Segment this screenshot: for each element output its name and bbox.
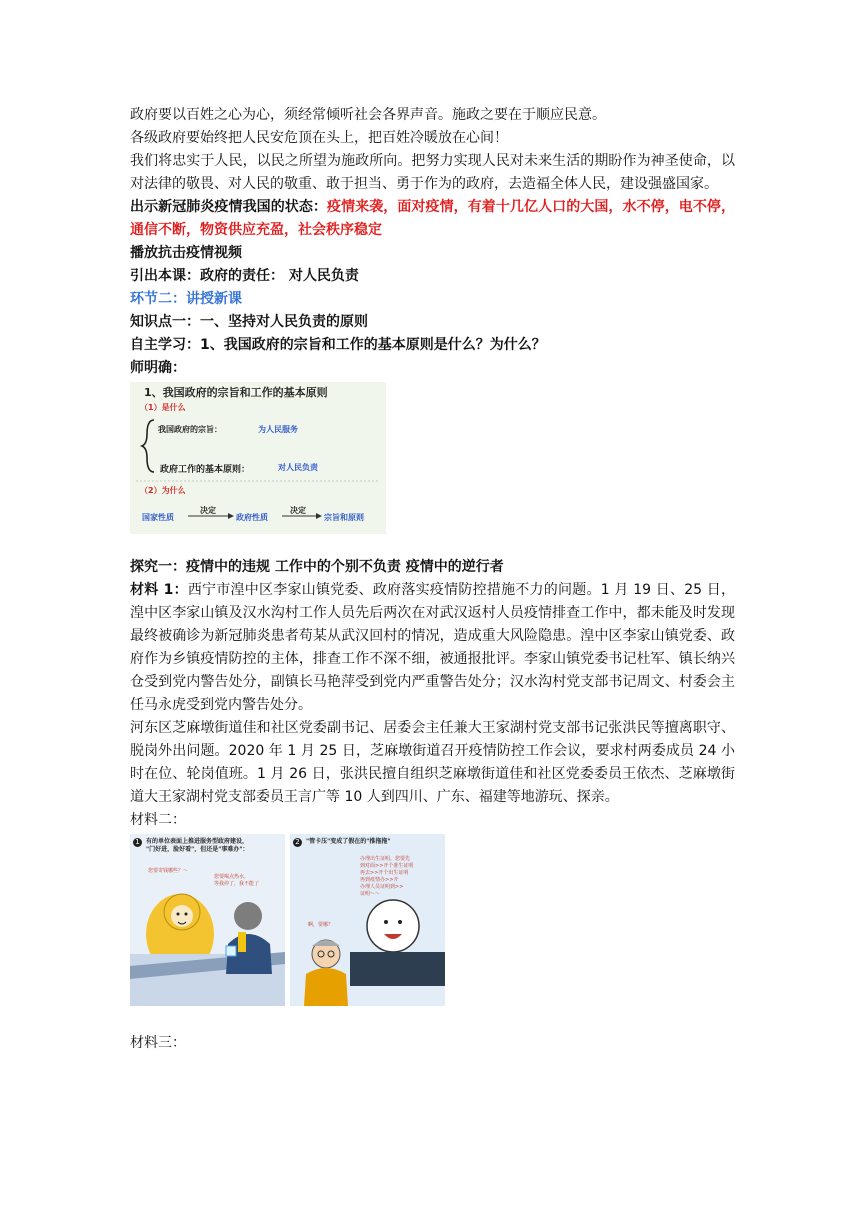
material-1 [130,579,735,717]
flow-arrow-label-2: 决定 [290,506,306,515]
paragraph-2: 各级政府要始终把人民安危顶在头上，把百姓冷暖放在心间！ [130,130,508,146]
paragraph-3: 我们将忠实于人民，以民之所望为施政所向。把努力实现人民对未来生活的期盼作为神圣使命，以对法律的敬畏、对人民的敬重、敢于担当、勇于作为的政府，去造福全体人民，建设强盛国家。 [130,153,735,192]
flow-item-3: 宗旨和原则 [324,513,364,522]
epidemic-status [130,196,735,242]
diagram-purpose-label: 我国政府的宗旨： [158,425,222,434]
panel-1-number: 1 [133,838,142,847]
teacher-clarify: 师明确： [130,360,186,376]
epidemic-status-label: 出示新冠肺炎疫情我国的状态： [130,199,327,215]
spacer [130,1006,735,1032]
diagram-principle-label: 政府工作的基本原则： [160,465,251,475]
panel-1-bubble-1: 您要寄钱哪些？～ [148,868,189,874]
play-video-line: 播放抗击疫情视频 [130,245,242,261]
section-heading: 环节二：讲授新课 [130,291,242,307]
material-3-label: 材料三： [130,1035,186,1051]
material-1-text: 西宁市湟中区李家山镇党委、政府落实疫情防控措施不力的问题。1 月 19 日、25 日，湟中区李家山镇及汉水沟村工作人员先后两次在对武汉返村人员疫情排查工作中，都未能及时发现最终被确诊为新冠肺炎患者苟某从武汉回村的情况，造成重大风险隐患。湟中区李家山镇党委、政府作为乡镇疫情防控的主体，排查工作不深不细，被通报批评。李家山镇党委书记杜军、镇长纳兴仓受到党内警告处分，副镇长马艳萍受到党内严重警告处分；汉水沟村党支部书记周文、村委会主任马永虎受到党内警告处分。 [130,582,735,713]
material-1-label: 材料 1： [130,582,188,598]
panel-2-number: 2 [293,838,302,847]
knowledge-point: 知识点一：一、坚持对人民负责的原则 [130,314,368,330]
cartoon-panel-1-art [130,834,285,1006]
diagram-purpose-value: 为人民服务 [258,425,298,434]
diagram-title: 1、我国政府的宗旨和工作的基本原则 [144,386,328,399]
diagram-principle-value: 对人民负责 [278,463,318,472]
flow-arrow-label-1: 决定 [200,506,216,515]
flow-item-2: 政府性质 [236,513,268,522]
inquiry-heading: 探究一：疫情中的违规 工作中的个别不负责 疫情中的逆行者 [130,559,504,575]
self-study-question: 自主学习：1、我国政府的宗旨和工作的基本原则是什么？为什么？ [130,337,546,353]
spacer [130,534,735,556]
material-2-label: 材料二： [130,812,186,828]
cartoon-figure [130,834,445,1006]
panel-1-bubble-2: 您要喝点热水， 等我停了，我不能了 [214,874,260,887]
lesson-intro: 引出本课：政府的责任： 对人民负责 [130,268,359,284]
panel-2-caption: "管卡压"变成了假在的"推拖拖" [306,838,391,845]
cartoon-panel-1 [130,834,285,1006]
material-1-second: 河东区芝麻墩街道佳和社区党委副书记、居委会主任兼大王家湖村党支部书记张洪民等擅离职守、脱岗外出问题。2020 年 1 月 25 日，芝麻墩街道召开疫情防控工作会议，要求村两委成员 24 小时在位、轮岗值班。1 月 26 日，张洪民擅自组织芝麻墩街道佳和社区党委委员王依杰、芝麻墩街道大王家湖村党支部委员王言广等 10 人到四川、广东、福建等地游玩、探亲。 [130,720,735,805]
cartoon-panel-2 [290,834,445,1006]
panel-1-caption-line2: "门好进，脸好看"，但还是"事难办"： [146,846,249,853]
diagram-what: （1）是什么 [140,403,186,412]
panel-2-bubble-1: 办理出生证明，您要先 到对面>>开个准生证明 再去>>开个出生证明 再到疫情办>>开 办理人员证明到>> 证明～～ [360,856,414,897]
diagram-why: （2）为什么 [140,486,186,495]
flow-item-1: 国家性质 [142,513,174,522]
document-body [130,104,735,1055]
epidemic-status-text: 疫情来袭，面对疫情，有着十几亿人口的大国，水不停，电不停，通信不断，物资供应充盈，社会秩序稳定 [130,199,735,238]
panel-2-bubble-2: 啊，要哪？ [308,922,334,928]
panel-1-caption-line1: 有的单位表面上推进服务型政府建设， [146,838,249,845]
paragraph-1: 政府要以百姓之心为心，须经常倾听社会各界声音。施政之要在于顺应民意。 [130,107,606,123]
principle-diagram [130,382,386,534]
